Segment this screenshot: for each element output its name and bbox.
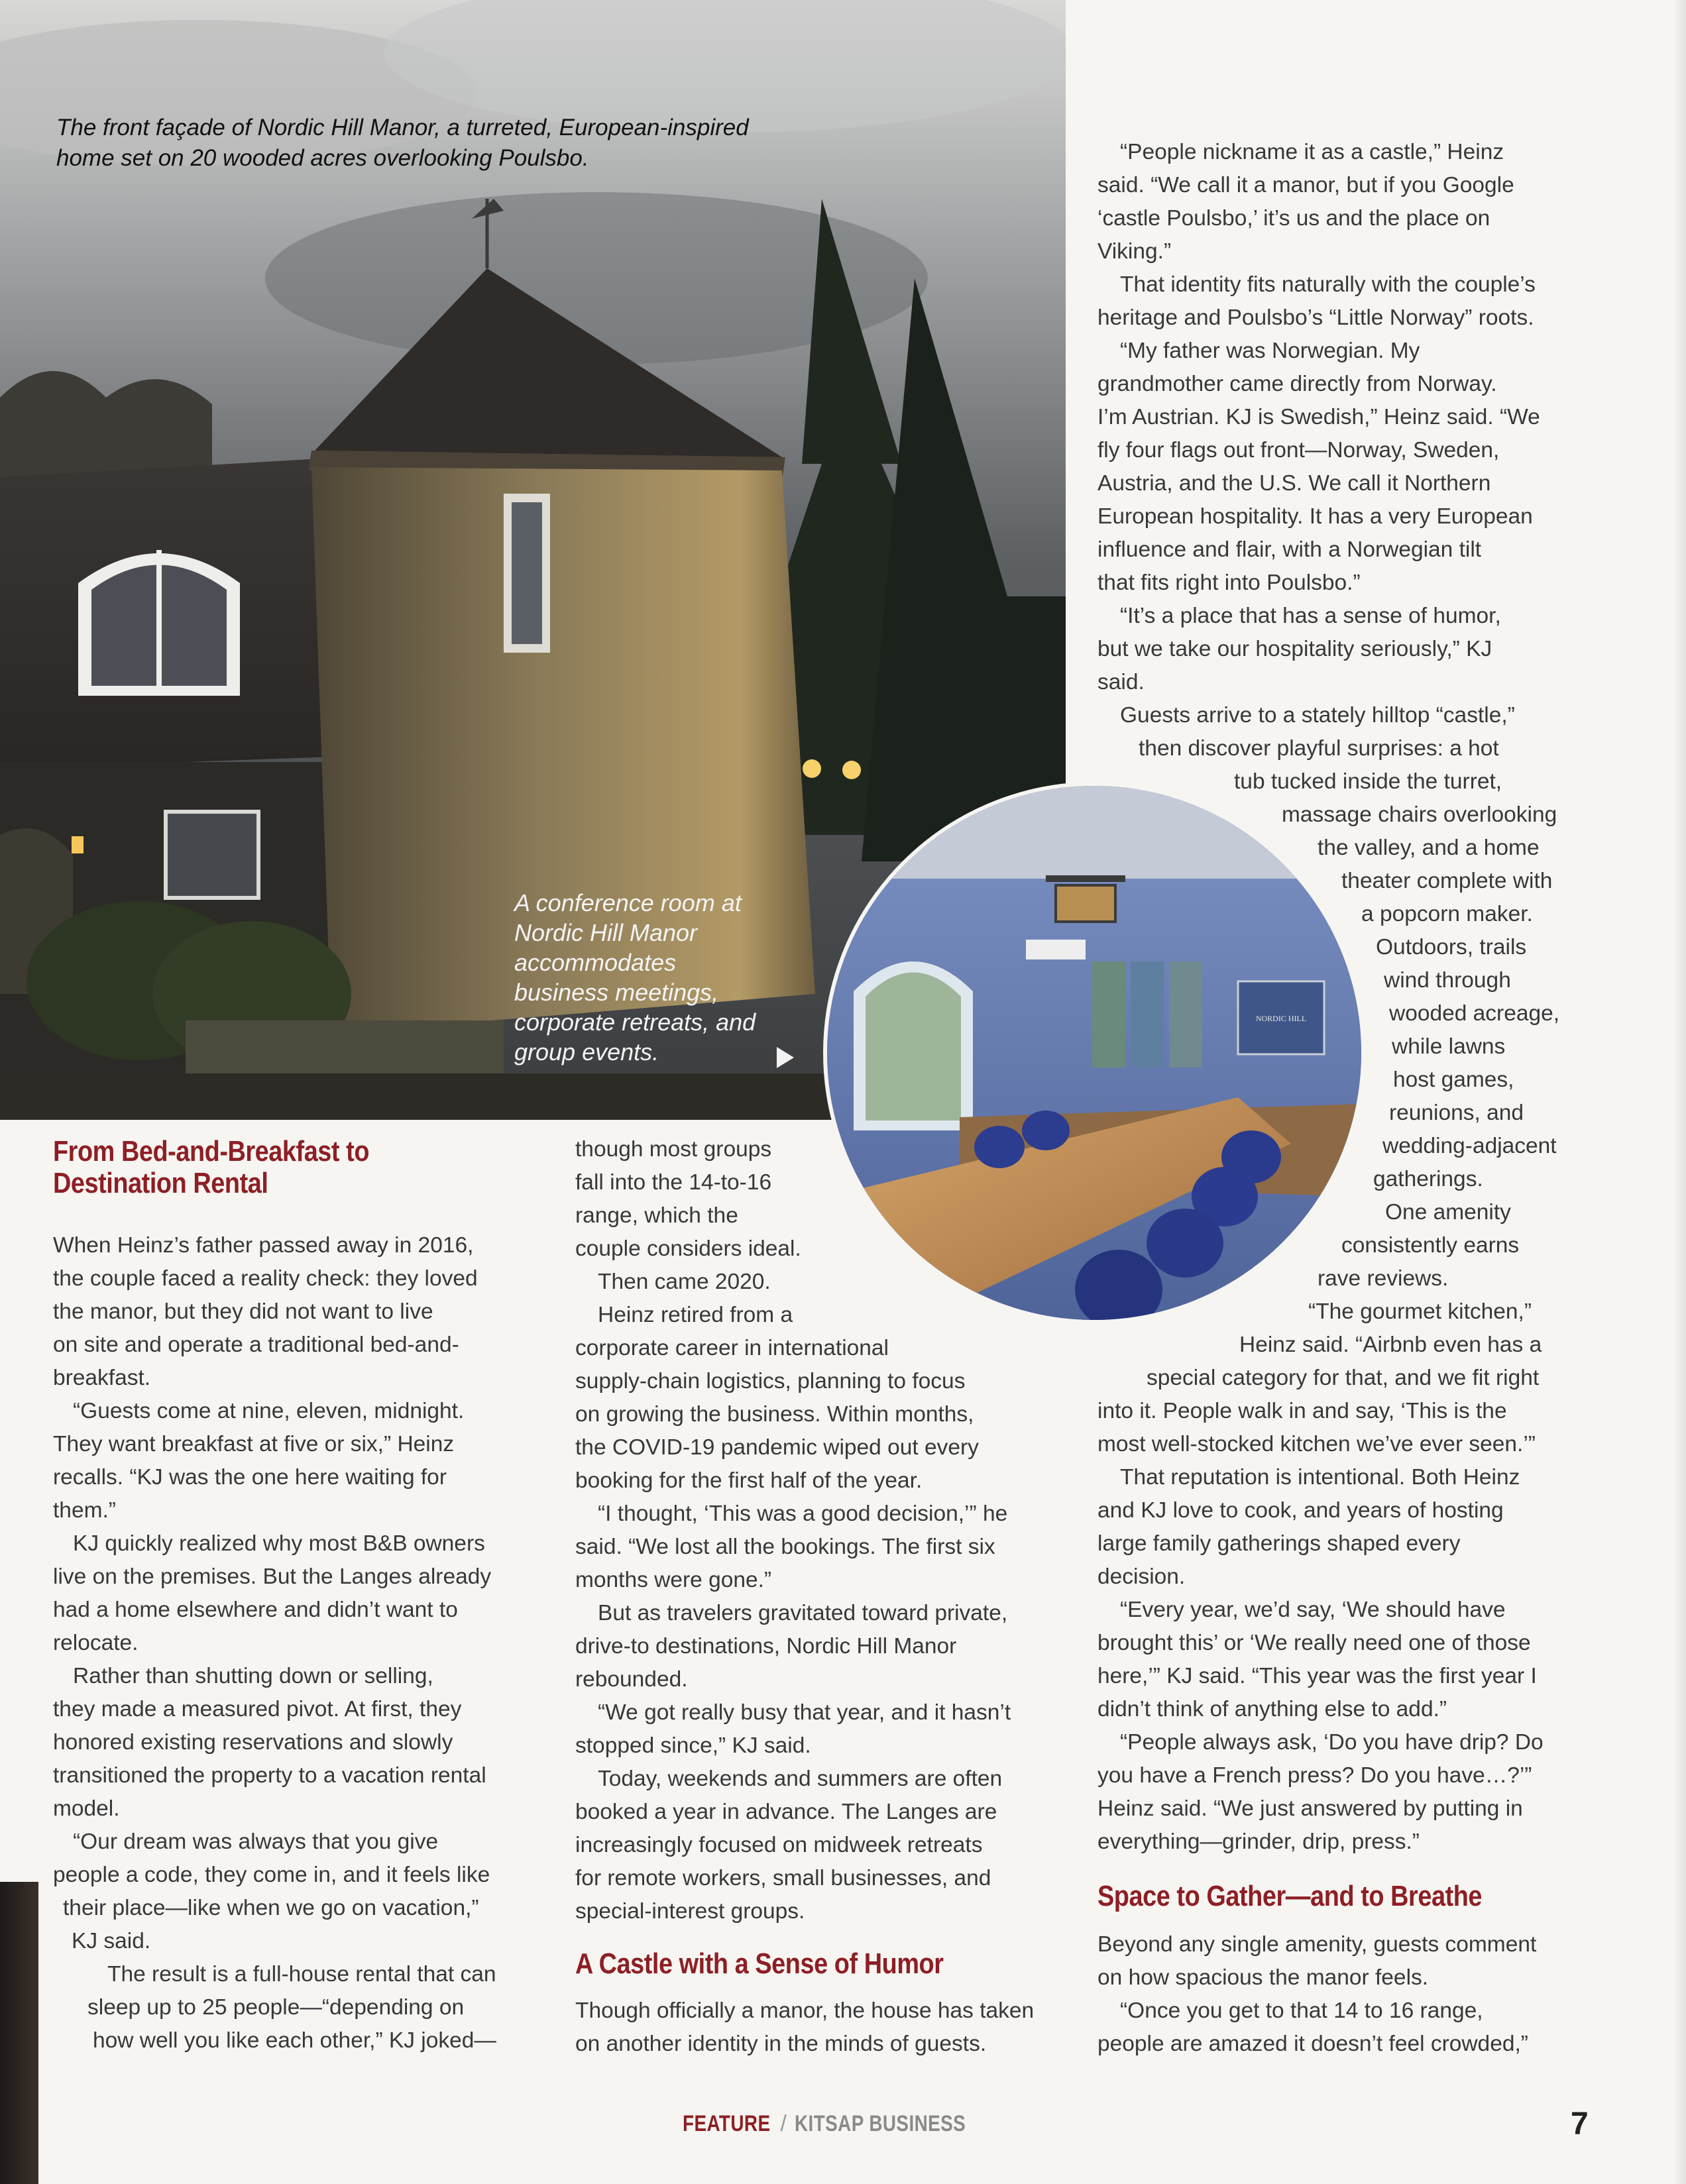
text-line: “The gourmet kitchen,” xyxy=(1308,1299,1532,1324)
text-line: Rather than shutting down or selling, xyxy=(73,1664,433,1688)
text-line: but we take our hospitality seriously,” KJ xyxy=(1097,637,1492,661)
heading-line: Destination Rental xyxy=(53,1167,268,1199)
text-line: special-interest groups. xyxy=(575,1899,805,1924)
text-line: “My father was Norwegian. My xyxy=(1120,339,1420,363)
text-line: and KJ love to cook, and years of hosting xyxy=(1097,1498,1504,1523)
conference-caption-line: A conference room at xyxy=(514,889,742,916)
text-line: model. xyxy=(53,1796,120,1821)
text-line: That identity fits naturally with the couple’s xyxy=(1120,272,1536,297)
text-line: “I thought, ‘This was a good decision,’” he xyxy=(598,1502,1008,1526)
text-line: corporate career in international xyxy=(575,1336,889,1360)
play-arrow-icon xyxy=(777,1047,794,1068)
text-line: on growing the business. Within months, xyxy=(575,1402,974,1427)
text-line: supply-chain logistics, planning to focus xyxy=(575,1369,966,1393)
text-line: most well-stocked kitchen we’ve ever seen.’” xyxy=(1097,1432,1536,1456)
text-line: Guests arrive to a stately hilltop “castle,” xyxy=(1120,703,1515,728)
conference-room-illustration xyxy=(827,786,1361,1320)
footer-publication-name: KITSAP BUSINESS xyxy=(794,2111,966,2136)
text-line: on how spacious the manor feels. xyxy=(1097,1965,1429,1990)
heading-castle-sense-of-humor: A Castle with a Sense of Humor xyxy=(575,1947,944,1980)
text-line: rebounded. xyxy=(575,1667,688,1692)
text-line: had a home elsewhere and didn’t want to xyxy=(53,1598,458,1622)
text-line: gatherings. xyxy=(1373,1167,1483,1191)
left-edge-photo xyxy=(0,1882,38,2184)
text-line: sleep up to 25 people—“depending on xyxy=(87,1995,465,2020)
text-line: European hospitality. It has a very European xyxy=(1097,504,1533,529)
text-line: stopped since,” KJ said. xyxy=(575,1733,811,1758)
text-line: the COVID-19 pandemic wiped out every xyxy=(575,1435,979,1460)
text-line: tub tucked inside the turret, xyxy=(1234,769,1502,794)
hero-caption xyxy=(56,113,749,174)
footer-running-head xyxy=(683,2111,1003,2137)
conference-caption-line: group events. xyxy=(514,1038,659,1065)
text-line: booked a year in advance. The Langes are xyxy=(575,1800,997,1824)
conference-caption xyxy=(514,888,756,1067)
text-line: Outdoors, trails xyxy=(1376,935,1527,959)
text-line: Today, weekends and summers are often xyxy=(598,1767,1003,1791)
text-line: relocate. xyxy=(53,1631,139,1655)
text-line: “Our dream was always that you give xyxy=(73,1829,439,1854)
text-line: theater complete with xyxy=(1341,869,1553,893)
text-line: on another identity in the minds of guests. xyxy=(575,2032,987,2056)
text-line: I’m Austrian. KJ is Swedish,” Heinz said. “We xyxy=(1097,405,1540,429)
text-line: wedding-adjacent xyxy=(1382,1134,1557,1158)
text-line: KJ quickly realized why most B&B owners xyxy=(73,1531,485,1556)
text-line: ‘castle Poulsbo,’ it’s us and the place on xyxy=(1097,206,1490,231)
text-line: One amenity xyxy=(1385,1200,1511,1225)
room-sign-text: NORDIC HILL xyxy=(1255,1014,1307,1023)
text-line: people a code, they come in, and it feels like xyxy=(53,1863,490,1887)
text-line: fly four flags out front—Norway, Sweden, xyxy=(1097,438,1500,463)
text-line: into it. People walk in and say, ‘This is the xyxy=(1097,1399,1507,1423)
text-line: “We got really busy that year, and it hasn’t xyxy=(598,1700,1011,1725)
text-line: “Once you get to that 14 to 16 range, xyxy=(1120,1998,1483,2023)
text-line: large family gatherings shaped every xyxy=(1097,1531,1461,1556)
text-line: people are amazed it doesn’t feel crowded,” xyxy=(1097,2032,1528,2056)
text-line: couple considers ideal. xyxy=(575,1236,801,1261)
text-line: wind through xyxy=(1384,968,1511,993)
text-line: fall into the 14-to-16 xyxy=(575,1170,772,1195)
conference-caption-line: accommodates xyxy=(514,949,677,976)
text-line: on site and operate a traditional bed-and- xyxy=(53,1333,459,1357)
text-line: Then came 2020. xyxy=(598,1270,771,1294)
hero-caption-line: The front façade of Nordic Hill Manor, a turreted, European-inspired xyxy=(56,115,749,140)
text-line: how well you like each other,” KJ joked— xyxy=(93,2028,496,2053)
text-line: the couple faced a reality check: they loved xyxy=(53,1266,478,1291)
text-line: said. xyxy=(1097,670,1145,694)
conference-caption-line: Nordic Hill Manor xyxy=(514,919,698,946)
text-line: heritage and Poulsbo’s “Little Norway” roots. xyxy=(1097,305,1534,330)
text-line: Viking.” xyxy=(1097,239,1172,264)
text-line: while lawns xyxy=(1392,1034,1506,1059)
text-line: KJ said. xyxy=(72,1929,151,1953)
text-line: everything—grinder, drip, press.” xyxy=(1097,1829,1420,1854)
conference-caption-line: business meetings, xyxy=(514,979,719,1006)
text-line: their place—like when we go on vacation,” xyxy=(63,1896,479,1920)
text-line: “People nickname it as a castle,” Heinz xyxy=(1120,140,1504,164)
page-edge-shadow xyxy=(1673,0,1686,2184)
text-line: consistently earns xyxy=(1341,1233,1520,1258)
text-line: influence and flair, with a Norwegian tilt xyxy=(1097,537,1482,562)
text-line: for remote workers, small businesses, and xyxy=(575,1866,991,1890)
footer-section-label: FEATURE xyxy=(683,2111,771,2136)
text-line: reunions, and xyxy=(1389,1101,1524,1125)
text-line: wooded acreage, xyxy=(1389,1001,1560,1026)
footer-separator: / xyxy=(780,2111,787,2136)
text-line: you have a French press? Do you have…?’” xyxy=(1097,1763,1532,1788)
text-line: then discover playful surprises: a hot xyxy=(1139,736,1499,761)
heading-line: From Bed-and-Breakfast to xyxy=(53,1135,370,1168)
text-line: special category for that, and we fit right xyxy=(1147,1366,1540,1390)
text-line: That reputation is intentional. Both Heinz xyxy=(1120,1465,1520,1490)
text-line: they made a measured pivot. At first, they xyxy=(53,1697,462,1721)
text-line: breakfast. xyxy=(53,1366,151,1390)
text-line: They want breakfast at five or six,” Heinz xyxy=(53,1432,455,1456)
conference-room-photo xyxy=(823,782,1365,1324)
text-line: booking for the first half of the year. xyxy=(575,1468,923,1493)
text-line: “Guests come at nine, eleven, midnight. xyxy=(73,1399,465,1423)
text-line: decision. xyxy=(1097,1564,1186,1589)
text-line: massage chairs overlooking xyxy=(1282,802,1557,827)
text-line: But as travelers gravitated toward private, xyxy=(598,1601,1008,1625)
text-line: host games, xyxy=(1393,1067,1514,1092)
text-line: grandmother came directly from Norway. xyxy=(1097,372,1497,396)
text-line: here,’” KJ said. “This year was the first year I xyxy=(1097,1664,1537,1688)
text-line: Heinz said. “Airbnb even has a xyxy=(1239,1333,1542,1357)
conference-caption-line: corporate retreats, and xyxy=(514,1009,756,1036)
text-line: “Every year, we’d say, ‘We should have xyxy=(1120,1598,1506,1622)
text-line: brought this’ or ‘We really need one of those xyxy=(1097,1631,1531,1655)
text-line: months were gone.” xyxy=(575,1568,772,1592)
text-line: recalls. “KJ was the one here waiting for xyxy=(53,1465,447,1490)
text-line: drive-to destinations, Nordic Hill Manor xyxy=(575,1634,957,1659)
text-line: honored existing reservations and slowly xyxy=(53,1730,453,1755)
text-line: transitioned the property to a vacation rental xyxy=(53,1763,486,1788)
text-line: Beyond any single amenity, guests comment xyxy=(1097,1932,1537,1957)
text-line: the manor, but they did not want to live xyxy=(53,1299,433,1324)
text-line: Though officially a manor, the house has taken xyxy=(575,1998,1035,2023)
text-line: “People always ask, ‘Do you have drip? Do xyxy=(1120,1730,1544,1755)
text-line: range, which the xyxy=(575,1203,738,1228)
text-line: rave reviews. xyxy=(1318,1266,1449,1291)
text-line: though most groups xyxy=(575,1137,772,1162)
text-line: said. “We call it a manor, but if you Google xyxy=(1097,173,1514,197)
text-line: didn’t think of anything else to add.” xyxy=(1097,1697,1447,1721)
text-line: The result is a full-house rental that can xyxy=(107,1962,496,1987)
text-line: “It’s a place that has a sense of humor, xyxy=(1120,604,1501,628)
heading-space-to-gather: Space to Gather—and to Breathe xyxy=(1097,1880,1483,1912)
hero-caption-line: home set on 20 wooded acres overlooking Poulsbo. xyxy=(56,145,589,171)
text-line: When Heinz’s father passed away in 2016, xyxy=(53,1233,474,1258)
text-line: said. “We lost all the bookings. The first six xyxy=(575,1535,995,1559)
text-line: Heinz said. “We just answered by putting in xyxy=(1097,1796,1523,1821)
text-line: a popcorn maker. xyxy=(1361,902,1533,926)
text-line: Austria, and the U.S. We call it Northern xyxy=(1097,471,1491,496)
heading-bed-and-breakfast xyxy=(53,1136,369,1199)
text-line: them.” xyxy=(53,1498,116,1523)
text-line: live on the premises. But the Langes already xyxy=(53,1564,492,1589)
text-line: Heinz retired from a xyxy=(598,1303,793,1327)
text-line: that fits right into Poulsbo.” xyxy=(1097,571,1361,595)
page-number: 7 xyxy=(1571,2106,1589,2142)
text-line: the valley, and a home xyxy=(1318,836,1540,860)
text-line: increasingly focused on midweek retreats xyxy=(575,1833,983,1857)
